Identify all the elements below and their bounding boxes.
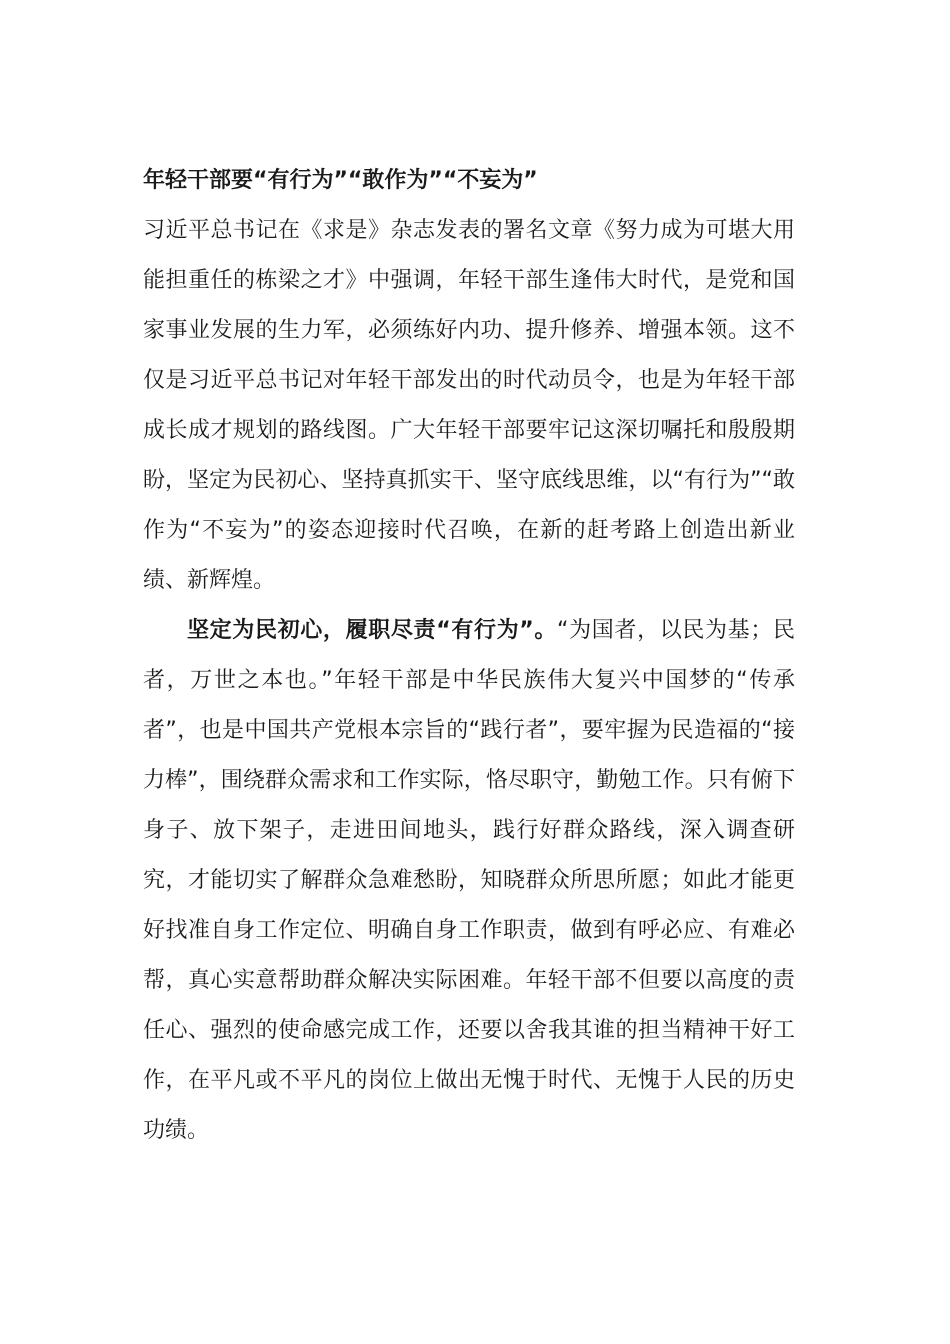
paragraph-section-1 bbox=[143, 606, 795, 1156]
paragraph-section-1-lead: 坚定为民初心，履职尽责“有行为”。 bbox=[187, 618, 558, 643]
document-body bbox=[143, 156, 795, 1156]
paragraph-intro-text: 习近平总书记在《求是》杂志发表的署名文章《努力成为可堪大用能担重任的栋梁之才》中强调，年轻干部生逢伟大时代，是党和国家事业发展的生力军，必须练好内功、提升修养、增强本领。这不仅是习近平总书记对年轻干部发出的时代动员令，也是为年轻干部成长成才规划的路线图。广大年轻干部要牢记这深切嘱托和殷殷期盼，坚定为民初心、坚持真抓实干、坚守底线思维，以“有行为”“敢作为“不妄为”的姿态迎接时代召唤，在新的赶考路上创造出新业绩、新辉煌。 bbox=[143, 218, 795, 593]
document-title: 年轻干部要“有行为”“敢作为”“不妄为” bbox=[143, 168, 538, 193]
paragraph-intro bbox=[143, 206, 795, 606]
paragraph-section-1-text: “为国者，以民为基；民者，万世之本也。”年轻干部是中华民族伟大复兴中国梦的“传承者”，也是中国共产党根本宗旨的“践行者”，要牢握为民造福的“接力棒”，围绕群众需求和工作实际，恪尽职守，勤勉工作。只有俯下身子、放下架子，走进田间地头，践行好群众路线，深入调查研究，才能切实了解群众急难愁盼，知晓群众所思所愿；如此才能更好找准自身工作定位、明确自身工作职责，做到有呼必应、有难必帮，真心实意帮助群众解决实际困难。年轻干部不但要以高度的责任心、强烈的使命感完成工作，还要以舍我其谁的担当精神干好工作，在平凡或不平凡的岗位上做出无愧于时代、无愧于人民的历史功绩。 bbox=[143, 618, 795, 1143]
